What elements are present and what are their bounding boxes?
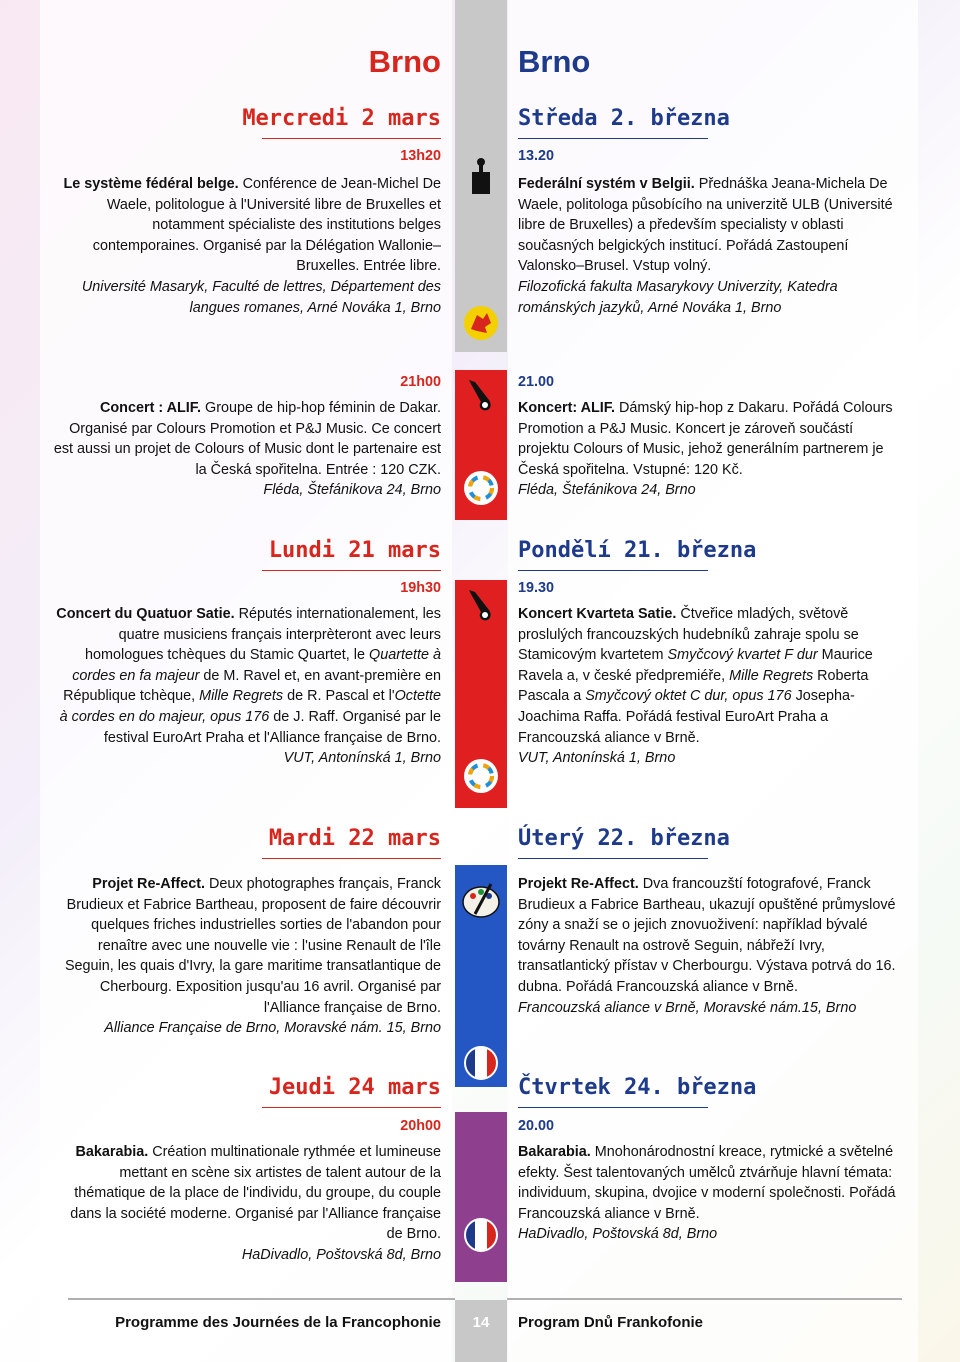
cz-event-federal — [518, 174, 898, 318]
fr-event-title: Concert : ALIF. — [99, 400, 201, 416]
cz-event-text: Mnohonárodnostní kreace, rytmické a světelné efekty. Šest talentovaných umělců ztvárňuje hlavní témata: individuum, skupina, dvojice v moderní společnosti. Pořádá Francouzská aliance v Brně. — [518, 1144, 896, 1222]
fr-satie-work: Mille Regrets — [199, 688, 284, 705]
cz-satie-text: Josepha-Joachima Raffa. Pořádá festival EuroArt Praha a Francouzská aliance v Brně. — [518, 688, 855, 746]
cz-divider — [518, 570, 708, 571]
fr-satie-text: Réputés internationalement, les quatre musiciens français interprèteront avec leurs homologues tchèques du Stamic Quartet, le — [85, 606, 441, 664]
fr-event-text: Conférence de Jean-Michel De Waele, politologue à l'Université libre de Bruxelles et notamment spécialiste des institutions belges contemporaines. Organisé par la Délégation Wallonie–Bruxelles. Entrée libre. — [92, 176, 441, 275]
footer-fr-title: Programme des Journées de la Francophonie — [115, 1314, 441, 1331]
cz-event-title: Koncert: ALIF. — [518, 400, 616, 416]
fr-divider — [262, 1107, 441, 1108]
cz-event-text: Dva francouzští fotografové, Franck Brudieux a Fabrice Bartheau, ukazují opuštěné průmyslové zóny a snaží se o jejich znovuoživení: například bývalé továrny Renault na ostrově Seguin, nábřeží Ivry, transatlantický přístav v Cherbourgu. Výstava potrvá do 16. dubna. Pořádá Francouzská aliance v Brně. — [518, 876, 896, 995]
cz-event-text: Dámský hip-hop z Dakaru. Pořádá Colours Promotion a P&J Music. Koncert je zároveň součástí projektu Colours of Music, jehož generálním partnerem je Česká spořitelna. Vstupné: 120 Kč. — [518, 400, 893, 478]
fr-event-reaffect — [52, 874, 441, 1039]
fr-event-federal — [52, 174, 441, 318]
colours-of-music-logo-icon-2 — [463, 758, 499, 794]
fr-event-text: Groupe de hip-hop féminin de Dakar. Organisé par Colours Promotion et P&J Music. Ce concert est aussi un projet de Colours of Music dont le partenaire est la Česká spořitelna. Entrée : 120 CZK. — [53, 400, 441, 478]
cz-day-heading: Středa 2. března — [518, 106, 730, 131]
fr-time: 21h00 — [400, 374, 441, 390]
cz-event-reaffect — [518, 874, 898, 1018]
cz-day-heading: Pondělí 21. března — [518, 538, 757, 563]
fr-satie-work: Octette à cordes en do majeur, opus 176 — [59, 688, 441, 725]
fr-event-venue: Alliance Française de Brno, Moravské nám. 15, Brno — [104, 1020, 441, 1037]
fr-event-alif — [52, 398, 441, 501]
fr-event-title: Bakarabia. — [75, 1144, 149, 1160]
fr-event-text: Deux photographes français, Franck Brudieux et Fabrice Bartheau, proposent de faire découvrir quelques friches industrielles sorties de l'abandon pour renaître avec une nouvelle vie : l'usine Renault de l'île Seguin, les quais d'Ivry, la gare maritime transatlantique de Cherbourg. Exposition jusqu'au 16 avril. Organisé par l'Alliance française de Brno. — [64, 876, 441, 1016]
cz-satie-text: Čtveřice mladých, světově proslulých francouzských hudebníků zahraje spolu se Stamicovým kvartetem — [518, 606, 859, 664]
fr-event-satie — [52, 604, 441, 769]
fr-satie-work: Quartette à cordes en fa majeur — [72, 647, 441, 684]
palette-icon — [461, 880, 501, 920]
fr-event-venue: Université Masaryk, Faculté de lettres, Département des langues romanes, Arné Nováka 1, Brno — [81, 278, 441, 316]
saxophone-icon-2 — [463, 588, 499, 624]
cz-event-title: Projekt Re-Affect. — [518, 876, 639, 892]
fr-day-heading: Jeudi 24 mars — [268, 1075, 441, 1100]
microphone-icon — [463, 158, 499, 194]
cz-event-title: Federální systém v Belgii. — [518, 176, 695, 192]
cz-event-venue: Fléda, Štefánikova 24, Brno — [518, 482, 696, 499]
fr-event-venue: HaDivadlo, Poštovská 8d, Brno — [241, 1246, 441, 1263]
saxophone-icon — [463, 378, 499, 414]
cz-event-venue: Filozofická fakulta Masarykovy Univerzity, Katedra románských jazyků, Arné Nováka 1, Brno — [518, 278, 838, 316]
cz-divider — [518, 1107, 708, 1108]
footer-rule-left — [68, 1298, 455, 1300]
fr-event-text: Création multinationale rythmée et lumineuse mettant en scène six artistes de talent autour de la thématique de la place de l'individu, du groupe, du couple dans la société moderne. Organisé par l'Alliance française de Brno. — [70, 1144, 441, 1243]
cz-event-satie — [518, 604, 898, 769]
cz-time: 21.00 — [518, 374, 555, 390]
strip-purple — [455, 1112, 507, 1282]
fr-event-title: Projet Re-Affect. — [92, 876, 206, 892]
cz-event-title: Bakarabia. — [518, 1144, 591, 1160]
fr-event-title: Concert du Quatuor Satie. — [56, 606, 235, 622]
cz-city-title: Brno — [518, 44, 591, 79]
cz-satie-work: Smyčcový oktet C dur, opus 176 — [585, 688, 792, 705]
cz-time: 19.30 — [518, 580, 555, 596]
fr-day-heading: Mercredi 2 mars — [242, 106, 441, 131]
fr-divider — [262, 858, 441, 859]
cz-satie-text: Roberta Pascala a — [518, 667, 869, 705]
fr-divider — [262, 138, 441, 139]
cz-event-title: Koncert Kvarteta Satie. — [518, 606, 677, 622]
fr-satie-text: de J. Raff. Organisé par le festival EuroArt Praha et l'Alliance française de Brno. — [103, 708, 441, 746]
footer-rule-right — [507, 1298, 902, 1300]
fr-event-bakarabia — [52, 1142, 441, 1266]
cz-satie-work: Mille Regrets — [729, 667, 814, 684]
cz-time: 13.20 — [518, 148, 555, 164]
cz-event-bakarabia — [518, 1142, 898, 1245]
fr-time: 13h20 — [400, 148, 441, 164]
fr-day-heading: Mardi 22 mars — [268, 826, 441, 851]
cz-event-venue: Francouzská aliance v Brně, Moravské nám.15, Brno — [518, 999, 857, 1016]
fr-divider — [262, 570, 441, 571]
fr-time: 19h30 — [400, 580, 441, 596]
cz-divider — [518, 858, 708, 859]
cz-event-venue: HaDivadlo, Poštovská 8d, Brno — [518, 1226, 718, 1243]
walloon-rooster-icon — [463, 305, 499, 341]
fr-day-heading: Lundi 21 mars — [268, 538, 441, 563]
fr-satie-text: de R. Pascal et l' — [283, 688, 395, 705]
cz-divider — [518, 138, 708, 139]
fr-event-venue: VUT, Antonínská 1, Brno — [283, 750, 441, 767]
cz-event-venue: VUT, Antonínská 1, Brno — [518, 750, 676, 767]
cz-day-heading: Čtvrtek 24. března — [518, 1075, 757, 1100]
fr-event-venue: Fléda, Štefánikova 24, Brno — [263, 482, 441, 499]
fr-time: 20h00 — [400, 1118, 441, 1134]
cz-time: 20.00 — [518, 1118, 555, 1134]
footer-cz-title: Program Dnů Frankofonie — [518, 1314, 704, 1331]
cz-satie-work: Smyčcový kvartet F dur — [667, 647, 818, 664]
cz-satie-text: Maurice Ravela a, v české předpremiéře, — [518, 647, 873, 684]
fr-event-title: Le système fédéral belge. — [63, 176, 239, 192]
colours-of-music-logo-icon — [463, 470, 499, 506]
cz-day-heading: Úterý 22. března — [518, 826, 730, 851]
french-flag-icon-2 — [463, 1217, 499, 1253]
page-number: 14 — [455, 1300, 507, 1362]
french-flag-icon — [463, 1045, 499, 1081]
cz-event-alif — [518, 398, 898, 501]
fr-city-title: Brno — [368, 44, 441, 79]
fr-satie-text: de M. Ravel et, en avant-première en République tchèque, — [63, 667, 441, 705]
cz-event-text: Přednáška Jeana-Michela De Waele, politologa působícího na univerzitě ULB (Université libre de Bruxelles) a především specialisty v oblasti současných belgických institucí. Pořádá Zastoupení Valonsko–Brusel. Vstup volný. — [518, 176, 893, 275]
